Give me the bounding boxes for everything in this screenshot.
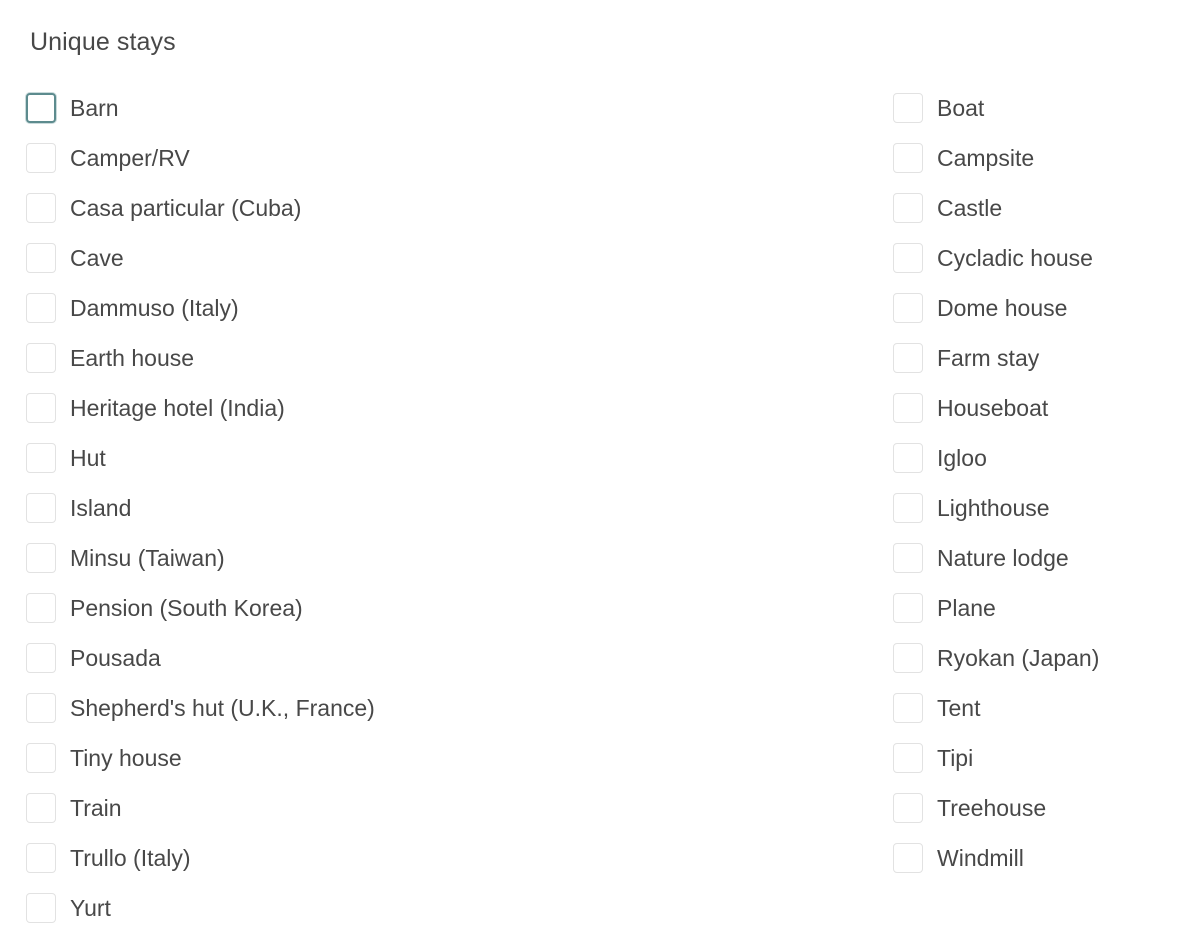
option-label: Campsite [937, 144, 1035, 171]
option-label: Cave [70, 244, 124, 271]
option-label: Boat [937, 94, 985, 121]
option-earth-house[interactable] [26, 333, 375, 383]
option-label: Pousada [70, 644, 161, 671]
checkbox[interactable] [26, 693, 56, 723]
option-castle[interactable] [893, 183, 1099, 233]
option-label: Shepherd's hut (U.K., France) [70, 694, 375, 721]
option-farm-stay[interactable] [893, 333, 1099, 383]
option-label: Dome house [937, 294, 1068, 321]
option-yurt[interactable] [26, 883, 375, 933]
checkbox[interactable] [893, 543, 923, 573]
option-label: Barn [70, 94, 119, 121]
option-barn[interactable] [26, 83, 375, 133]
checkbox[interactable] [26, 243, 56, 273]
checkbox[interactable] [893, 193, 923, 223]
option-treehouse[interactable] [893, 783, 1099, 833]
checkbox[interactable] [893, 743, 923, 773]
option-dammuso[interactable] [26, 283, 375, 333]
checkbox[interactable] [893, 93, 923, 123]
option-label: Tipi [937, 744, 974, 771]
checkbox[interactable] [26, 93, 56, 123]
option-campsite[interactable] [893, 133, 1099, 183]
option-pension[interactable] [26, 583, 375, 633]
checkbox[interactable] [893, 393, 923, 423]
checkbox[interactable] [26, 893, 56, 923]
option-houseboat[interactable] [893, 383, 1099, 433]
option-hut[interactable] [26, 433, 375, 483]
option-label: Train [70, 794, 122, 821]
checkbox[interactable] [893, 693, 923, 723]
checkbox[interactable] [893, 443, 923, 473]
option-label: Island [70, 494, 132, 521]
option-nature-lodge[interactable] [893, 533, 1099, 583]
option-label: Houseboat [937, 394, 1049, 421]
option-label: Castle [937, 194, 1003, 221]
option-label: Pension (South Korea) [70, 594, 303, 621]
option-label: Yurt [70, 894, 111, 921]
option-label: Minsu (Taiwan) [70, 544, 225, 571]
checkbox[interactable] [893, 793, 923, 823]
option-label: Cycladic house [937, 244, 1093, 271]
option-label: Trullo (Italy) [70, 844, 191, 871]
option-island[interactable] [26, 483, 375, 533]
option-label: Lighthouse [937, 494, 1050, 521]
checkbox[interactable] [893, 843, 923, 873]
option-pousada[interactable] [26, 633, 375, 683]
option-camper-rv[interactable] [26, 133, 375, 183]
option-cave[interactable] [26, 233, 375, 283]
checkbox[interactable] [26, 593, 56, 623]
option-label: Earth house [70, 344, 195, 371]
option-tent[interactable] [893, 683, 1099, 733]
option-tipi[interactable] [893, 733, 1099, 783]
checkbox[interactable] [26, 393, 56, 423]
checkbox[interactable] [893, 643, 923, 673]
option-label: Dammuso (Italy) [70, 294, 239, 321]
option-label: Casa particular (Cuba) [70, 194, 302, 221]
option-heritage-hotel[interactable] [26, 383, 375, 433]
checkbox[interactable] [26, 493, 56, 523]
option-label: Tent [937, 694, 981, 721]
option-label: Treehouse [937, 794, 1047, 821]
options-column-right [893, 83, 1099, 883]
checkbox[interactable] [26, 193, 56, 223]
option-label: Hut [70, 444, 106, 471]
checkbox[interactable] [893, 293, 923, 323]
option-cycladic-house[interactable] [893, 233, 1099, 283]
option-train[interactable] [26, 783, 375, 833]
checkbox[interactable] [26, 443, 56, 473]
option-label: Camper/RV [70, 144, 190, 171]
option-casa-particular[interactable] [26, 183, 375, 233]
option-lighthouse[interactable] [893, 483, 1099, 533]
checkbox[interactable] [893, 343, 923, 373]
checkbox[interactable] [26, 543, 56, 573]
checkbox[interactable] [26, 343, 56, 373]
option-label: Plane [937, 594, 996, 621]
option-trullo[interactable] [26, 833, 375, 883]
checkbox[interactable] [893, 243, 923, 273]
option-label: Farm stay [937, 344, 1040, 371]
checkbox[interactable] [26, 143, 56, 173]
checkbox[interactable] [893, 593, 923, 623]
checkbox[interactable] [26, 793, 56, 823]
options-column-left [26, 83, 375, 933]
option-boat[interactable] [893, 83, 1099, 133]
section-title: Unique stays [30, 28, 176, 56]
option-windmill[interactable] [893, 833, 1099, 883]
checkbox[interactable] [893, 493, 923, 523]
checkbox[interactable] [893, 143, 923, 173]
option-shepherds-hut[interactable] [26, 683, 375, 733]
checkbox[interactable] [26, 643, 56, 673]
option-ryokan[interactable] [893, 633, 1099, 683]
option-label: Igloo [937, 444, 987, 471]
option-igloo[interactable] [893, 433, 1099, 483]
option-plane[interactable] [893, 583, 1099, 633]
option-label: Windmill [937, 844, 1024, 871]
checkbox[interactable] [26, 293, 56, 323]
checkbox[interactable] [26, 843, 56, 873]
option-dome-house[interactable] [893, 283, 1099, 333]
option-tiny-house[interactable] [26, 733, 375, 783]
option-label: Ryokan (Japan) [937, 644, 1100, 671]
option-label: Tiny house [70, 744, 182, 771]
option-label: Nature lodge [937, 544, 1069, 571]
option-minsu[interactable] [26, 533, 375, 583]
checkbox[interactable] [26, 743, 56, 773]
option-label: Heritage hotel (India) [70, 394, 285, 421]
